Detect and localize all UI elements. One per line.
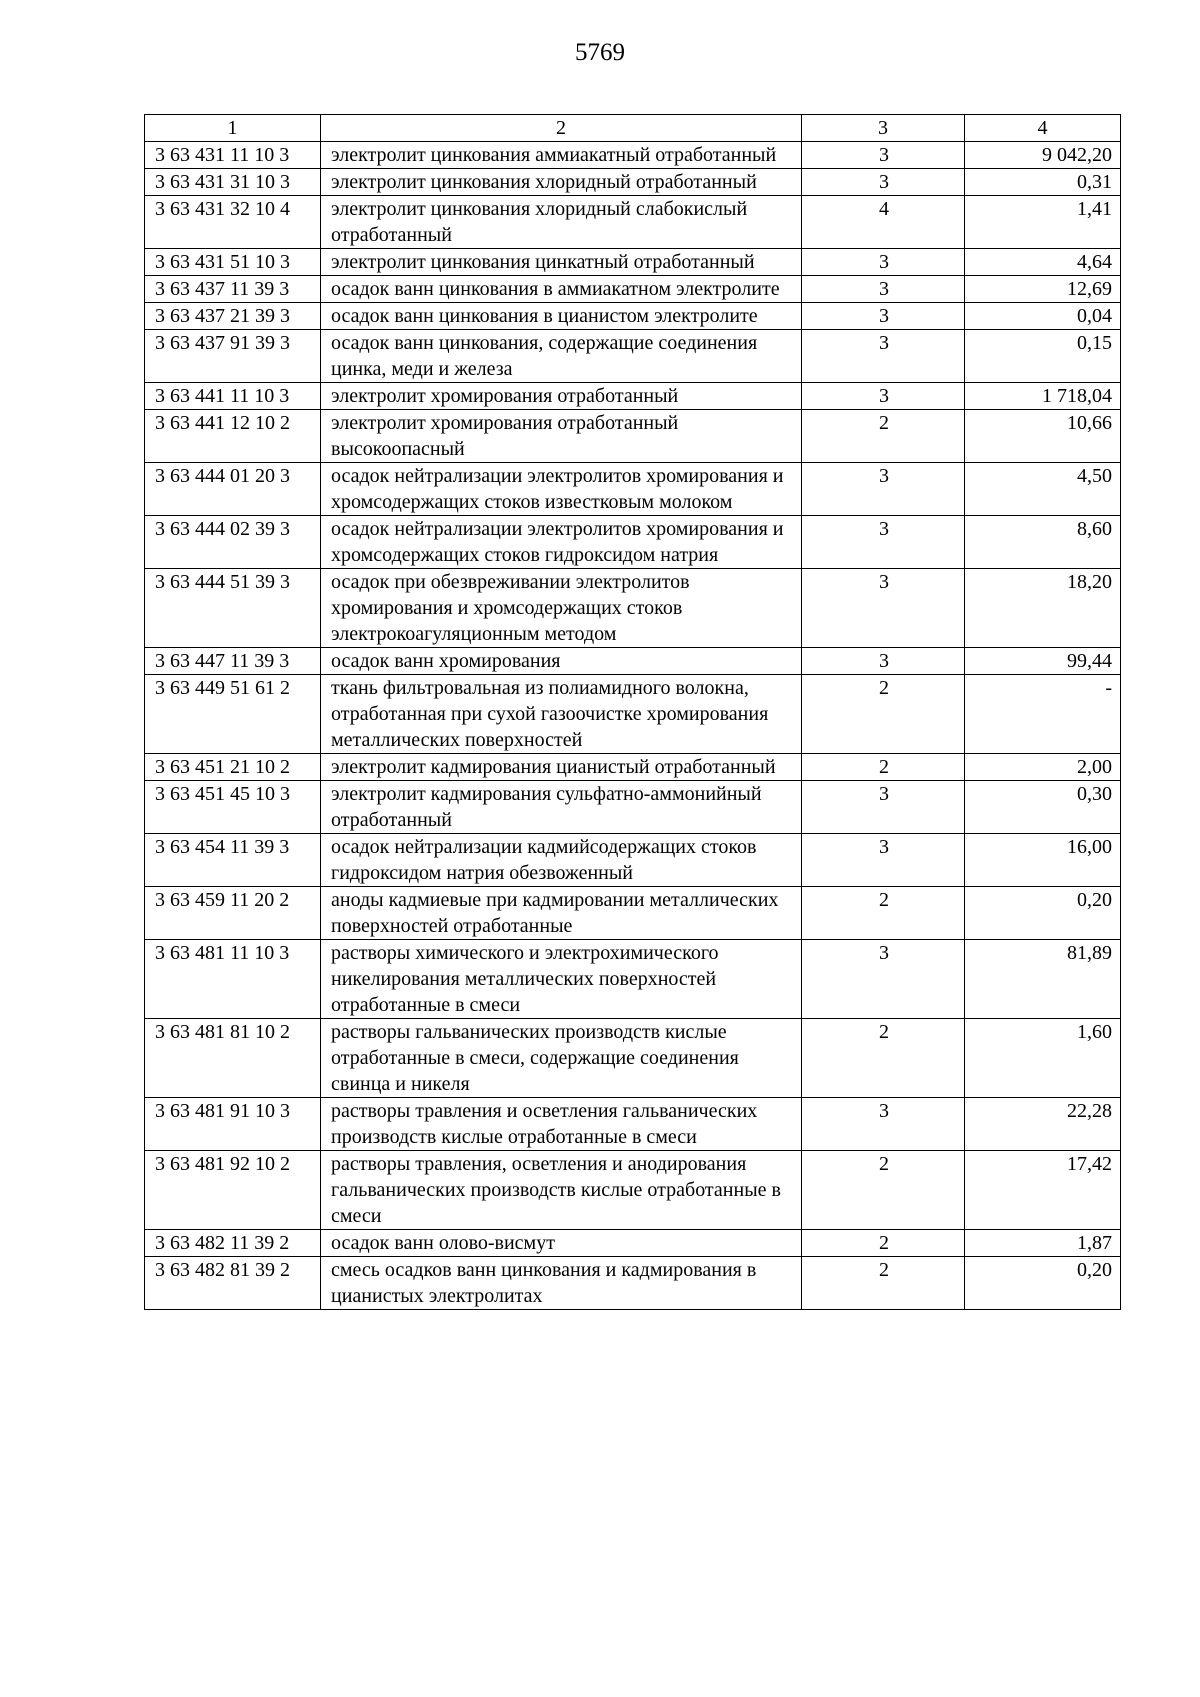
value-cell: 8,60	[965, 516, 1121, 569]
hazard-class-cell: 3	[802, 249, 965, 276]
value-cell: 12,69	[965, 276, 1121, 303]
value-cell: 81,89	[965, 940, 1121, 1019]
code-cell: 3 63 441 12 10 2	[145, 410, 321, 463]
code-cell: 3 63 459 11 20 2	[145, 887, 321, 940]
name-cell: аноды кадмиевые при кадмировании металлических поверхностей отработанные	[321, 887, 802, 940]
value-cell: 99,44	[965, 648, 1121, 675]
hazard-class-cell: 3	[802, 781, 965, 834]
name-cell: электролит цинкования хлоридный слабокислый отработанный	[321, 196, 802, 249]
name-cell: осадок при обезвреживании электролитов хромирования и хромсодержащих стоков электрокоагуляционным методом	[321, 569, 802, 648]
code-cell: 3 63 444 01 20 3	[145, 463, 321, 516]
table-row	[145, 1098, 1121, 1151]
value-cell: 2,00	[965, 754, 1121, 781]
code-cell: 3 63 437 91 39 3	[145, 330, 321, 383]
code-cell: 3 63 431 51 10 3	[145, 249, 321, 276]
code-cell: 3 63 454 11 39 3	[145, 834, 321, 887]
code-cell: 3 63 437 21 39 3	[145, 303, 321, 330]
name-cell: электролит кадмирования сульфатно-аммонийный отработанный	[321, 781, 802, 834]
hazard-class-cell: 2	[802, 1151, 965, 1230]
code-cell: 3 63 449 51 61 2	[145, 675, 321, 754]
table-row	[145, 303, 1121, 330]
name-cell: осадок ванн цинкования в аммиакатном электролите	[321, 276, 802, 303]
hazard-class-cell: 4	[802, 196, 965, 249]
code-cell: 3 63 444 02 39 3	[145, 516, 321, 569]
table-row	[145, 1019, 1121, 1098]
value-cell: 1,41	[965, 196, 1121, 249]
hazard-class-cell: 3	[802, 303, 965, 330]
hazard-class-cell: 3	[802, 1098, 965, 1151]
hazard-class-cell: 2	[802, 887, 965, 940]
value-cell: 0,20	[965, 887, 1121, 940]
code-cell: 3 63 431 32 10 4	[145, 196, 321, 249]
column-header-3: 3	[802, 115, 965, 142]
table-row	[145, 276, 1121, 303]
table-row	[145, 516, 1121, 569]
hazard-class-cell: 2	[802, 1257, 965, 1310]
code-cell: 3 63 451 45 10 3	[145, 781, 321, 834]
table-row	[145, 675, 1121, 754]
name-cell: ткань фильтровальная из полиамидного волокна, отработанная при сухой газоочистке хромирования металлических поверхностей	[321, 675, 802, 754]
name-cell: электролит цинкования аммиакатный отработанный	[321, 142, 802, 169]
name-cell: растворы гальванических производств кислые отработанные в смеси, содержащие соединения свинца и никеля	[321, 1019, 802, 1098]
table-row	[145, 169, 1121, 196]
value-cell: 9 042,20	[965, 142, 1121, 169]
name-cell: растворы травления и осветления гальванических производств кислые отработанные в смеси	[321, 1098, 802, 1151]
table-body	[145, 142, 1121, 1310]
name-cell: электролит кадмирования цианистый отработанный	[321, 754, 802, 781]
table-row	[145, 648, 1121, 675]
hazard-class-cell: 2	[802, 410, 965, 463]
column-header-1: 1	[145, 115, 321, 142]
name-cell: электролит цинкования хлоридный отработанный	[321, 169, 802, 196]
code-cell: 3 63 444 51 39 3	[145, 569, 321, 648]
value-cell: 22,28	[965, 1098, 1121, 1151]
code-cell: 3 63 481 81 10 2	[145, 1019, 321, 1098]
code-cell: 3 63 481 11 10 3	[145, 940, 321, 1019]
value-cell: 10,66	[965, 410, 1121, 463]
name-cell: растворы травления, осветления и анодирования гальванических производств кислые отработанные в смеси	[321, 1151, 802, 1230]
waste-table	[144, 114, 1121, 1310]
value-cell: 16,00	[965, 834, 1121, 887]
value-cell: 0,31	[965, 169, 1121, 196]
hazard-class-cell: 3	[802, 330, 965, 383]
table-row	[145, 754, 1121, 781]
column-header-4: 4	[965, 115, 1121, 142]
code-cell: 3 63 431 11 10 3	[145, 142, 321, 169]
table-row	[145, 463, 1121, 516]
name-cell: осадок нейтрализации кадмийсодержащих стоков гидроксидом натрия обезвоженный	[321, 834, 802, 887]
hazard-class-cell: 3	[802, 516, 965, 569]
name-cell: электролит хромирования отработанный	[321, 383, 802, 410]
header-row	[145, 115, 1121, 142]
code-cell: 3 63 481 91 10 3	[145, 1098, 321, 1151]
hazard-class-cell: 3	[802, 463, 965, 516]
code-cell: 3 63 437 11 39 3	[145, 276, 321, 303]
hazard-class-cell: 2	[802, 754, 965, 781]
hazard-class-cell: 3	[802, 569, 965, 648]
table-row	[145, 1257, 1121, 1310]
value-cell: 1,60	[965, 1019, 1121, 1098]
table-row	[145, 887, 1121, 940]
value-cell: 0,15	[965, 330, 1121, 383]
name-cell: осадок ванн цинкования в цианистом электролите	[321, 303, 802, 330]
name-cell: электролит цинкования цинкатный отработанный	[321, 249, 802, 276]
code-cell: 3 63 431 31 10 3	[145, 169, 321, 196]
hazard-class-cell: 2	[802, 675, 965, 754]
hazard-class-cell: 3	[802, 169, 965, 196]
value-cell: 0,20	[965, 1257, 1121, 1310]
value-cell: 1 718,04	[965, 383, 1121, 410]
table-row	[145, 569, 1121, 648]
code-cell: 3 63 482 11 39 2	[145, 1230, 321, 1257]
hazard-class-cell: 3	[802, 276, 965, 303]
code-cell: 3 63 482 81 39 2	[145, 1257, 321, 1310]
table-row	[145, 330, 1121, 383]
name-cell: осадок ванн олово-висмут	[321, 1230, 802, 1257]
code-cell: 3 63 451 21 10 2	[145, 754, 321, 781]
hazard-class-cell: 3	[802, 940, 965, 1019]
value-cell: -	[965, 675, 1121, 754]
value-cell: 0,30	[965, 781, 1121, 834]
value-cell: 1,87	[965, 1230, 1121, 1257]
value-cell: 18,20	[965, 569, 1121, 648]
hazard-class-cell: 3	[802, 383, 965, 410]
hazard-class-cell: 3	[802, 648, 965, 675]
table-row	[145, 383, 1121, 410]
name-cell: осадок ванн хромирования	[321, 648, 802, 675]
hazard-class-cell: 2	[802, 1019, 965, 1098]
value-cell: 4,64	[965, 249, 1121, 276]
hazard-class-cell: 3	[802, 142, 965, 169]
code-cell: 3 63 481 92 10 2	[145, 1151, 321, 1230]
code-cell: 3 63 447 11 39 3	[145, 648, 321, 675]
value-cell: 17,42	[965, 1151, 1121, 1230]
table-row	[145, 834, 1121, 887]
page-number: 5769	[575, 39, 625, 66]
hazard-class-cell: 2	[802, 1230, 965, 1257]
name-cell: смесь осадков ванн цинкования и кадмирования в цианистых электролитах	[321, 1257, 802, 1310]
table-header	[145, 115, 1121, 142]
name-cell: растворы химического и электрохимического никелирования металлических поверхностей отработанные в смеси	[321, 940, 802, 1019]
name-cell: осадок нейтрализации электролитов хромирования и хромсодержащих стоков известковым молоком	[321, 463, 802, 516]
table-row	[145, 410, 1121, 463]
table-row	[145, 142, 1121, 169]
table-row	[145, 1151, 1121, 1230]
table-row	[145, 249, 1121, 276]
name-cell: осадок ванн цинкования, содержащие соединения цинка, меди и железа	[321, 330, 802, 383]
name-cell: электролит хромирования отработанный высокоопасный	[321, 410, 802, 463]
name-cell: осадок нейтрализации электролитов хромирования и хромсодержащих стоков гидроксидом натрия	[321, 516, 802, 569]
value-cell: 4,50	[965, 463, 1121, 516]
column-header-2: 2	[321, 115, 802, 142]
hazard-class-cell: 3	[802, 834, 965, 887]
value-cell: 0,04	[965, 303, 1121, 330]
table-row	[145, 781, 1121, 834]
table-row	[145, 940, 1121, 1019]
table-row	[145, 1230, 1121, 1257]
code-cell: 3 63 441 11 10 3	[145, 383, 321, 410]
table-row	[145, 196, 1121, 249]
